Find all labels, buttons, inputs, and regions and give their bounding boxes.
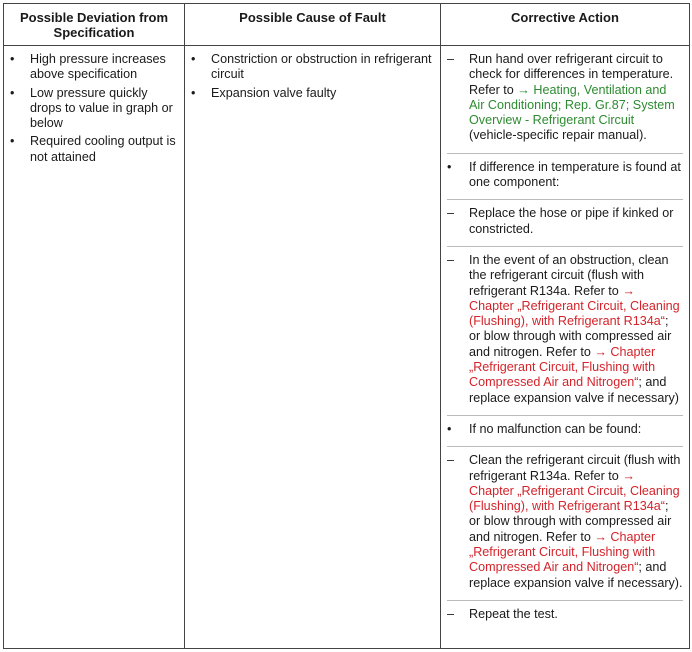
chapter-link[interactable]: → Chapter „Refrigerant Circuit, Flushing with Compressed Air and Nitrogen“ bbox=[469, 529, 656, 575]
action-text-fragment: ; or blow through with compressed air and nitrogen. Refer to bbox=[469, 314, 672, 359]
action-text bbox=[469, 422, 683, 437]
action-text-fragment: ; and replace expansion valve if necessary). bbox=[469, 560, 683, 590]
cause-text: Expansion valve faulty bbox=[211, 85, 337, 100]
bullet-marker: • bbox=[191, 85, 196, 100]
action-text-fragment: If no malfunction can be found: bbox=[469, 421, 642, 436]
action-item bbox=[447, 607, 683, 631]
action-item bbox=[447, 253, 683, 416]
action-list bbox=[447, 52, 683, 631]
action-text-fragment: ; or blow through with compressed air and nitrogen. Refer to bbox=[469, 499, 672, 544]
bullet-marker: • bbox=[10, 52, 15, 66]
list-item bbox=[191, 86, 434, 101]
action-text-fragment: ; and replace expansion valve if necessary) bbox=[469, 375, 680, 405]
action-text bbox=[469, 160, 683, 191]
action-item bbox=[447, 206, 683, 247]
chapter-link[interactable]: → Chapter „Refrigerant Circuit, Cleaning (Flushing), with Refrigerant R134a“ bbox=[469, 468, 680, 514]
bullet-marker: • bbox=[10, 134, 15, 149]
action-cell bbox=[441, 46, 690, 649]
chapter-link[interactable]: → Chapter „Refrigerant Circuit, Cleaning (Flushing), with Refrigerant R134a“ bbox=[469, 283, 680, 329]
action-item bbox=[447, 160, 683, 201]
action-text-fragment: Run hand over refrigerant circuit to check for differences in temperature. Refer to bbox=[469, 52, 674, 97]
action-marker: • bbox=[447, 421, 452, 436]
action-text-fragment: (vehicle-specific repair manual). bbox=[469, 128, 647, 143]
deviation-text: High pressure increases above specification bbox=[30, 52, 166, 82]
cause-text: Constriction or obstruction in refrigerant circuit bbox=[211, 52, 432, 82]
chapter-link[interactable]: → Chapter „Refrigerant Circuit, Flushing with Compressed Air and Nitrogen“ bbox=[469, 344, 656, 390]
action-marker: – bbox=[447, 453, 455, 468]
header-deviation: Possible Deviation from Specification bbox=[4, 4, 185, 46]
action-text-fragment: Repeat the test. bbox=[469, 606, 558, 621]
deviation-text: Low pressure quickly drops to value in graph or below bbox=[30, 85, 173, 131]
list-item bbox=[10, 134, 178, 165]
header-cause: Possible Cause of Fault bbox=[185, 4, 441, 46]
table-row bbox=[4, 46, 690, 649]
action-text-fragment: In the event of an obstruction, clean the refrigerant circuit (flush with refrigerant R134a. Refer to bbox=[469, 252, 669, 298]
action-item bbox=[447, 422, 683, 447]
action-text-fragment: Clean the refrigerant circuit (flush with refrigerant R134a. Refer to bbox=[469, 453, 681, 483]
action-item bbox=[447, 52, 683, 154]
manual-link[interactable]: → Heating, Ventilation and Air Conditioning; Rep. Gr.87; System Overview - Refrigerant Circuit bbox=[469, 82, 675, 128]
action-marker: – bbox=[447, 52, 455, 66]
cause-cell bbox=[185, 46, 441, 649]
deviation-cell bbox=[4, 46, 185, 649]
list-item bbox=[10, 86, 178, 132]
action-marker: – bbox=[447, 252, 455, 267]
list-item bbox=[191, 52, 434, 83]
list-item bbox=[10, 52, 178, 83]
deviation-text: Required cooling output is not attained bbox=[30, 134, 176, 164]
action-text bbox=[469, 52, 683, 144]
bullet-marker: • bbox=[191, 52, 196, 66]
action-item bbox=[447, 453, 683, 601]
header-action: Corrective Action bbox=[441, 4, 690, 46]
bullet-marker: • bbox=[10, 85, 15, 100]
action-text bbox=[469, 253, 683, 406]
action-text bbox=[469, 206, 683, 237]
action-text-fragment: Replace the hose or pipe if kinked or constricted. bbox=[469, 206, 674, 236]
fault-table bbox=[3, 3, 690, 649]
action-marker: • bbox=[447, 159, 452, 174]
action-marker: – bbox=[447, 206, 455, 221]
action-marker: – bbox=[447, 606, 455, 621]
table-header-row bbox=[4, 4, 690, 46]
action-text bbox=[469, 453, 683, 591]
action-text bbox=[469, 607, 683, 622]
action-text-fragment: If difference in temperature is found at one component: bbox=[469, 159, 681, 190]
